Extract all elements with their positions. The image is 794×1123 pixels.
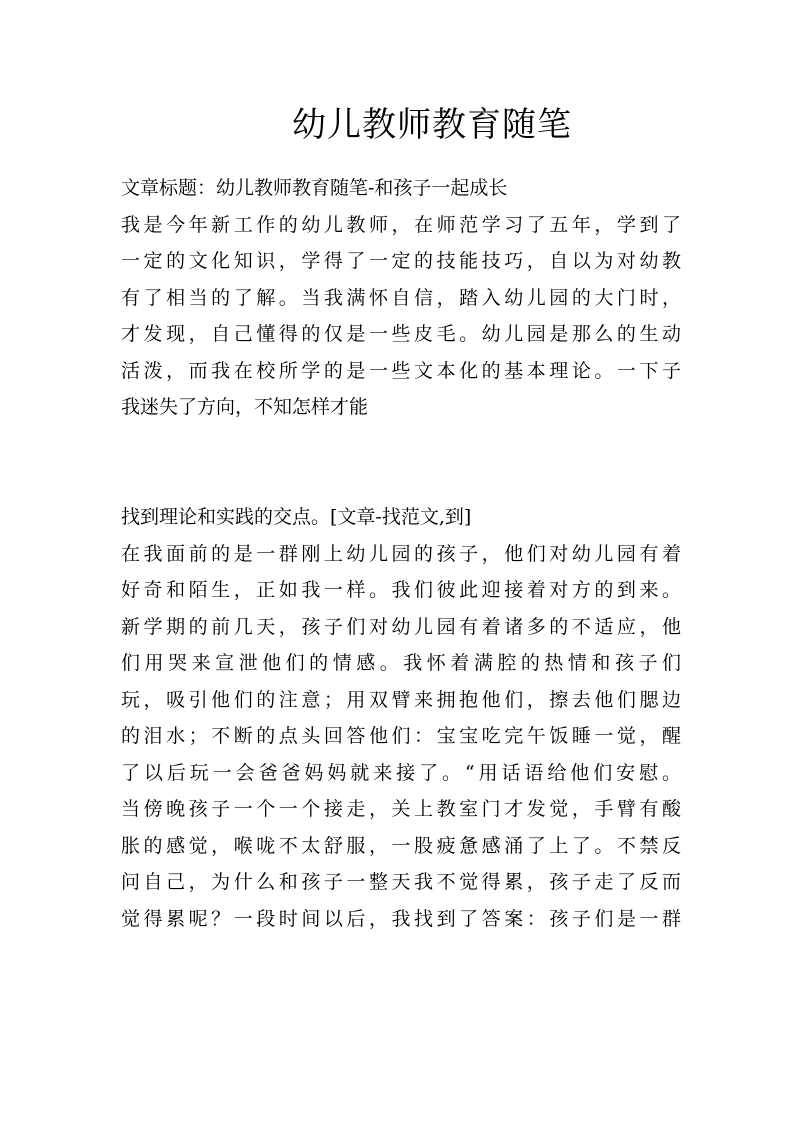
paragraph-line: 我迷失了方向，不知怎样才能 bbox=[121, 396, 369, 418]
paragraph-line: 我是今年新工作的幼儿教师，在师范学习了五年，学到了 bbox=[121, 213, 681, 236]
paragraph-line: 才发现，自己懂得的仅是一些皮毛。幼儿园是那么的生动 bbox=[121, 323, 681, 345]
paragraph-line: 好奇和陌生，正如我一样。我们彼此迎接着对方的到来。 bbox=[121, 579, 681, 601]
paragraph-first-line: 找到理论和实践的交点。[文章-找范文,到] bbox=[121, 506, 472, 528]
paragraph-line: 觉得累呢？一段时间以后，我找到了答案：孩子们是一群 bbox=[121, 907, 681, 930]
section-2 bbox=[121, 499, 681, 937]
paragraph-line: 当傍晚孩子一个一个接走，关上教室门才发觉，手臂有酸 bbox=[121, 798, 681, 820]
paragraph-line: 活泼，而我在校所学的是一些文本化的基本理论。一下子 bbox=[121, 359, 681, 382]
paragraph-line: 的泪水；不断的点头回答他们：宝宝吃完午饭睡一觉，醒 bbox=[121, 725, 681, 747]
article-subtitle: 文章标题：幼儿教师教育随笔-和孩子一起成长 bbox=[121, 177, 508, 199]
paragraph-line: 在我面前的是一群刚上幼儿园的孩子，他们对幼儿园有着 bbox=[121, 542, 681, 565]
paragraph-line: 胀的感觉，喉咙不太舒服，一股疲惫感涌了上了。不禁反 bbox=[121, 834, 681, 857]
document-title: 幼儿教师教育随笔 bbox=[292, 105, 572, 145]
paragraph-line: 了以后玩一会爸爸妈妈就来接了。“用话语给他们安慰。 bbox=[121, 761, 681, 784]
paragraph-line: 玩，吸引他们的注意；用双臂来拥抱他们，擦去他们腮边 bbox=[121, 688, 681, 711]
section-1 bbox=[121, 170, 681, 426]
paragraph-line: 一定的文化知识，学得了一定的技能技巧，自以为对幼教 bbox=[121, 250, 681, 272]
paragraph-line: 问自己，为什么和孩子一整天我不觉得累，孩子走了反而 bbox=[121, 871, 681, 893]
paragraph-line: 们用哭来宣泄他们的情感。我怀着满腔的热情和孩子们 bbox=[121, 652, 681, 674]
paragraph-line: 新学期的前几天，孩子们对幼儿园有着诸多的不适应，他 bbox=[121, 615, 681, 638]
paragraph-line: 有了相当的了解。当我满怀自信，踏入幼儿园的大门时， bbox=[121, 286, 681, 309]
